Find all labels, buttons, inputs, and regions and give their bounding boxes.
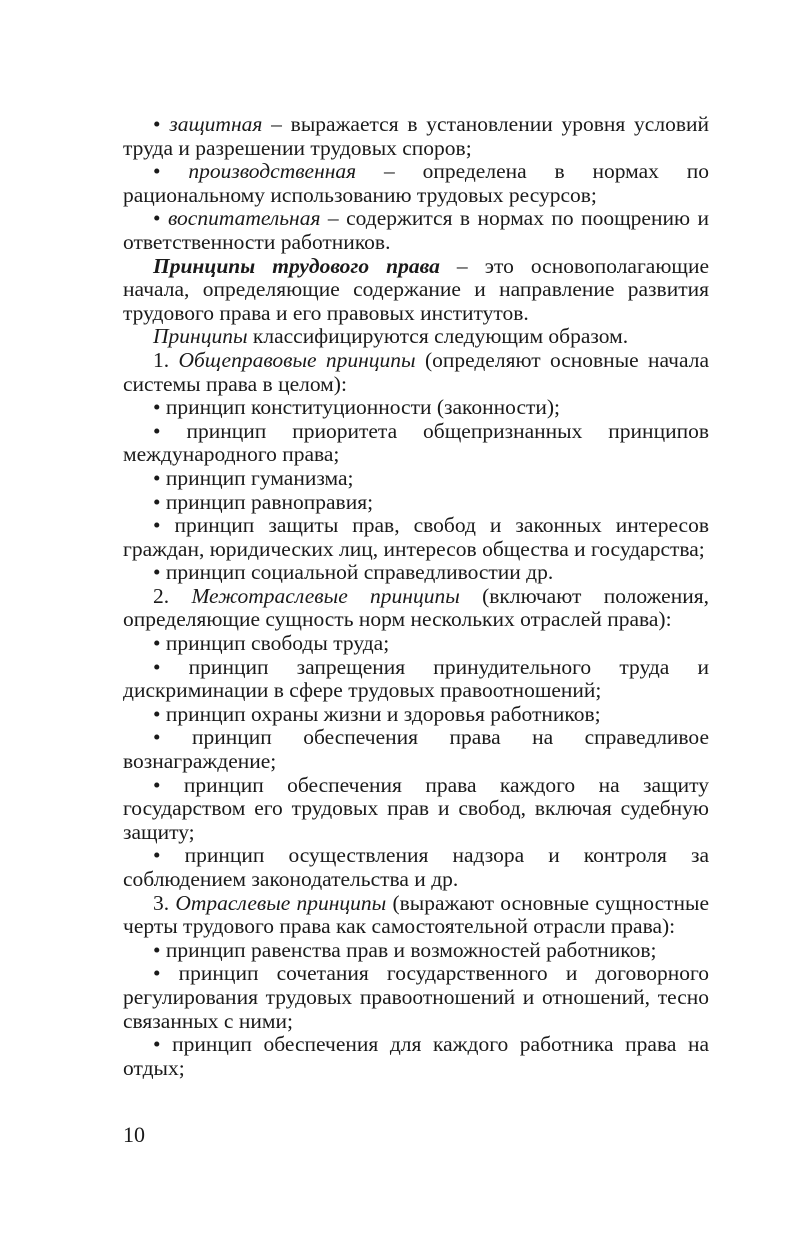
list-item: • принцип охраны жизни и здоровья работников; xyxy=(153,701,601,726)
list-item: • принцип защиты прав, свобод и законных интересов граждан, юридических лиц, интересов общества и государства; xyxy=(123,513,709,561)
list-item: • принцип равенства прав и возможностей работников; xyxy=(153,937,657,962)
list-item: • принцип обеспечения права на справедливое вознаграждение; xyxy=(123,725,709,774)
list-item: • принцип обеспечения права каждого на защиту государством его трудовых прав и свобод, включая судебную защиту; xyxy=(123,772,709,844)
paragraph-branch-principles: 3. Отраслевые принципы (выражают основные сущностные черты трудового права как самостоятельной отрасли права): xyxy=(123,890,709,939)
list-item: • принцип сочетания государственного и договорного регулирования трудовых правоотношений и отношений, тесно связанных с ними; xyxy=(123,961,709,1033)
paragraph-protective-function: • защитная – выражается в установлении уровня условий труда и разрешении трудовых споров; xyxy=(123,112,709,160)
paragraph-educational-function: • воспитательная – содержится в нормах по поощрению и ответственности работников. xyxy=(123,206,709,254)
paragraph-principles-definition: Принципы трудового права – это основополагающие начала, определяющие содержание и направление развития трудового права и его правовых институтов. xyxy=(123,253,710,325)
list-item: • принцип свободы труда; xyxy=(153,631,390,656)
list-item: • принцип осуществления надзора и контроля за соблюдением законодательства и др. xyxy=(123,843,709,891)
list-item: • принцип приоритета общепризнанных принципов международного права; xyxy=(123,418,709,467)
page-number: 10 xyxy=(123,1122,145,1147)
list-item: • принцип запрещения принудительного труда и дискриминации в сфере трудовых правоотношений; xyxy=(123,654,709,703)
list-item: • принцип социальной справедливостии др. xyxy=(153,560,554,585)
paragraph-general-legal-principles: 1. Общеправовые принципы (определяют основные начала системы права в целом): xyxy=(123,347,709,396)
paragraph-production-function: • производственная – определена в нормах по рациональному использованию трудовых ресурсов; xyxy=(123,159,710,207)
page-body xyxy=(123,113,709,1080)
paragraph-principles-classification: Принципы классифицируются следующим образом. xyxy=(153,324,629,349)
paragraph-interbranch-principles: 2. Межотраслевые принципы (включают положения, определяющие сущность норм нескольких отраслей права): xyxy=(123,583,710,632)
list-item: • принцип гуманизма; xyxy=(153,465,354,490)
list-item: • принцип равноправия; xyxy=(153,489,374,514)
list-item: • принцип обеспечения для каждого работника права на отдых; xyxy=(123,1032,709,1080)
list-item: • принцип конституционности (законности); xyxy=(153,395,561,420)
